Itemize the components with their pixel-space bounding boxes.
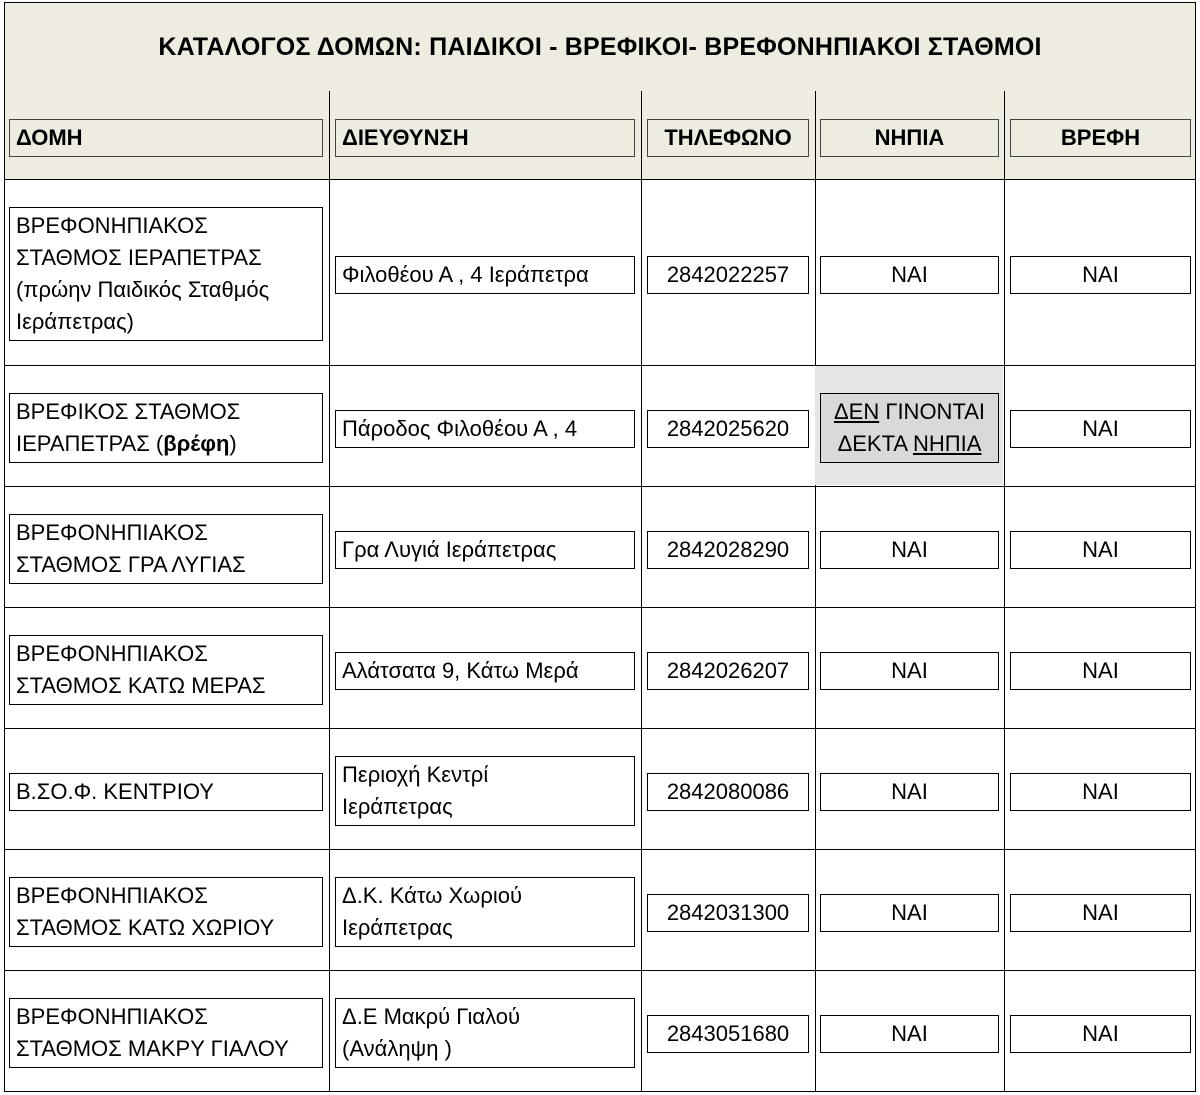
table-row-4-structure <box>9 635 323 705</box>
table-row-4-address: Αλάτσατα 9, Κάτω Μερά <box>335 652 635 690</box>
table-row-2-infants: ΝΑΙ <box>1010 410 1191 448</box>
notice-line: ΔΕΚΤΑ ΝΗΠΙΑ <box>837 431 982 456</box>
row-divider <box>5 849 1195 850</box>
row-divider <box>5 728 1195 729</box>
row-divider <box>5 486 1195 487</box>
structure-line: (πρώην Παιδικός Σταθμός <box>16 277 270 302</box>
table-row-2-phone: 2842025620 <box>647 410 809 448</box>
address-line: Δ.Κ. Κάτω Χωριού <box>342 883 523 908</box>
row-divider <box>5 179 1195 180</box>
table-row-3-toddlers: ΝΑΙ <box>820 531 999 569</box>
table-row-7-infants: ΝΑΙ <box>1010 1015 1191 1053</box>
header-phone: ΤΗΛΕΦΩΝΟ <box>647 119 809 157</box>
address-line: Περιοχή Κεντρί <box>342 762 489 787</box>
table-row-4-toddlers: ΝΑΙ <box>820 652 999 690</box>
structure-line: ΒΡΕΦΟΝΗΠΙΑΚΟΣ <box>16 1004 208 1029</box>
row-divider <box>5 365 1195 366</box>
table-row-1-toddlers: ΝΑΙ <box>820 256 999 294</box>
table-row-6-structure <box>9 877 323 947</box>
table-row-6-address <box>335 877 635 947</box>
header-toddlers: ΝΗΠΙΑ <box>820 119 999 157</box>
table-row-1-phone: 2842022257 <box>647 256 809 294</box>
header-infants: ΒΡΕΦΗ <box>1010 119 1191 157</box>
table-row-3-structure <box>9 514 323 584</box>
structure-line: ΣΤΑΘΜΟΣ ΚΑΤΩ ΜΕΡΑΣ <box>16 673 266 698</box>
structure-line: ΒΡΕΦΟΝΗΠΙΑΚΟΣ <box>16 641 208 666</box>
structure-line: Ιεράπετρας) <box>16 309 134 334</box>
table-row-7-structure <box>9 998 323 1068</box>
table-row-7-toddlers: ΝΑΙ <box>820 1015 999 1053</box>
table-row-2-structure <box>9 393 323 463</box>
address-line: (Ανάληψη ) <box>342 1036 452 1061</box>
table-row-3-infants: ΝΑΙ <box>1010 531 1191 569</box>
row-divider <box>5 970 1195 971</box>
table-row-6-infants: ΝΑΙ <box>1010 894 1191 932</box>
page-title: ΚΑΤΑΛΟΓΟΣ ΔΟΜΩΝ: ΠΑΙΔΙΚΟΙ - ΒΡΕΦΙΚΟΙ- ΒΡΕΦΟΝΗΠΙΑΚΟΙ ΣΤΑΘΜΟΙ <box>5 3 1195 92</box>
table-row-3-phone: 2842028290 <box>647 531 809 569</box>
table-row-2-address: Πάροδος Φιλοθέου Α , 4 <box>335 410 635 448</box>
table-row-1-infants: ΝΑΙ <box>1010 256 1191 294</box>
notice-line: ΔΕΝ ΓΙΝΟΝΤΑΙ <box>833 399 986 424</box>
structure-line: ΣΤΑΘΜΟΣ ΜΑΚΡΥ ΓΙΑΛΟΥ <box>16 1036 289 1061</box>
table-row-5-phone: 2842080086 <box>647 773 809 811</box>
table-row-4-phone: 2842026207 <box>647 652 809 690</box>
table-row-1-structure <box>9 207 323 341</box>
column-divider <box>641 91 642 1091</box>
structure-line: ΙΕΡΑΠΕΤΡΑΣ (βρέφη) <box>16 431 237 456</box>
structure-line: ΒΡΕΦΙΚΟΣ ΣΤΑΘΜΟΣ <box>16 399 241 424</box>
structure-line: ΣΤΑΘΜΟΣ ΙΕΡΑΠΕΤΡΑΣ <box>16 245 262 270</box>
column-divider <box>1004 91 1005 1091</box>
address-line: Ιεράπετρας <box>342 915 453 940</box>
table-row-5-toddlers: ΝΑΙ <box>820 773 999 811</box>
table-row-5-address <box>335 756 635 826</box>
header-structure: ΔΟΜΗ <box>9 119 323 157</box>
header-address: ΔΙΕΥΘΥΝΣΗ <box>335 119 635 157</box>
column-divider <box>329 91 330 1091</box>
column-divider <box>815 91 816 1091</box>
table-row-7-address <box>335 998 635 1068</box>
structure-line: ΒΡΕΦΟΝΗΠΙΑΚΟΣ <box>16 883 208 908</box>
table-row-5-structure: Β.ΣΟ.Φ. ΚΕΝΤΡΙΟΥ <box>9 773 323 811</box>
structure-line: ΣΤΑΘΜΟΣ ΓΡΑ ΛΥΓΙΑΣ <box>16 552 246 577</box>
table-row-5-infants: ΝΑΙ <box>1010 773 1191 811</box>
table-row-6-toddlers: ΝΑΙ <box>820 894 999 932</box>
table-row-6-phone: 2842031300 <box>647 894 809 932</box>
document-page <box>4 2 1196 1092</box>
structure-line: ΒΡΕΦΟΝΗΠΙΑΚΟΣ <box>16 213 208 238</box>
table-row-3-address: Γρα Λυγιά Ιεράπετρας <box>335 531 635 569</box>
structure-line: ΣΤΑΘΜΟΣ ΚΑΤΩ ΧΩΡΙΟΥ <box>16 915 275 940</box>
table-row-4-infants: ΝΑΙ <box>1010 652 1191 690</box>
row-divider <box>5 607 1195 608</box>
table-row-2-toddlers <box>820 393 999 463</box>
address-line: Ιεράπετρας <box>342 794 453 819</box>
structure-line: ΒΡΕΦΟΝΗΠΙΑΚΟΣ <box>16 520 208 545</box>
table-row-7-phone: 2843051680 <box>647 1015 809 1053</box>
address-line: Δ.Ε Μακρύ Γιαλού <box>342 1004 521 1029</box>
table-row-1-address: Φιλοθέου Α , 4 Ιεράπετρα <box>335 256 635 294</box>
